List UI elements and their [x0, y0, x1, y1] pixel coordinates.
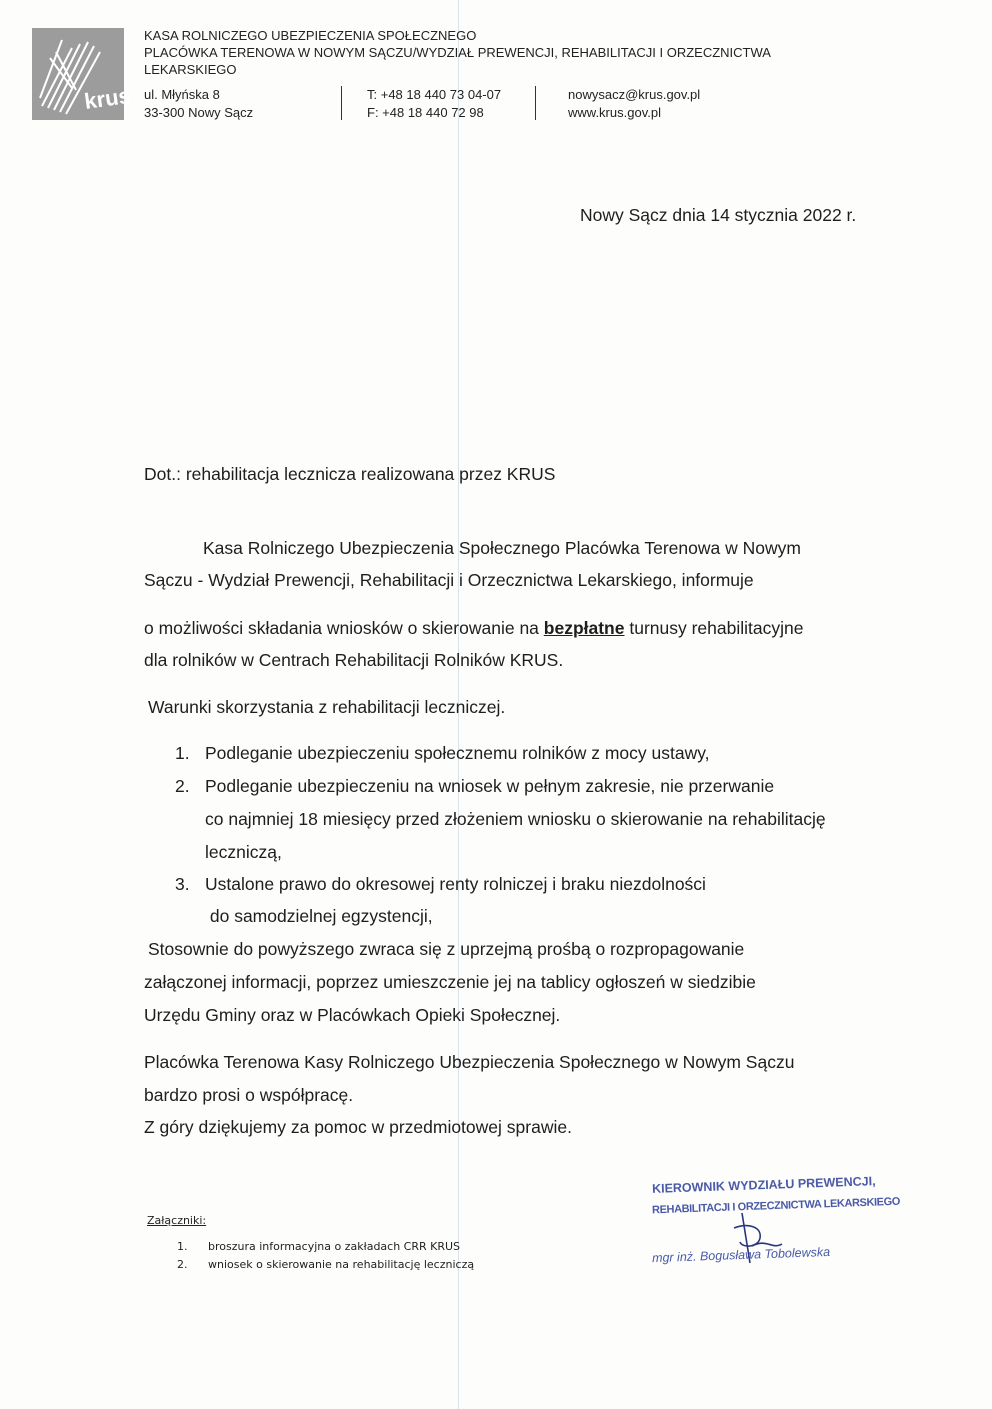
address-city: 33-300 Nowy Sącz [144, 105, 254, 120]
paragraph1-line4: dla rolników w Centrach Rehabilitacji Rolników KRUS. [144, 650, 564, 670]
email-address: nowysacz@krus.gov.pl [568, 87, 701, 102]
attachments-heading: Załączniki: [147, 1214, 207, 1227]
attachment-1-number: 1. [177, 1240, 188, 1253]
paragraph2-line2: załączonej informacji, poprzez umieszczenie jej na tablicy ogłoszeń w siedzibie [144, 972, 756, 992]
org-line-1: KASA ROLNICZEGO UBEZPIECZENIA SPOŁECZNEGO [144, 28, 477, 43]
attachment-2-text: wniosek o skierowanie na rehabilitację leczniczą [208, 1258, 475, 1271]
org-line-2: PLACÓWKA TERENOWA W NOWYM SĄCZU/WYDZIAŁ PREWENCJI, REHABILITACJI I ORZECZNICTWA [144, 45, 771, 60]
condition-3-number: 3. [175, 874, 190, 894]
letter-date: Nowy Sącz dnia 14 stycznia 2022 r. [580, 205, 857, 225]
letter-subject: Dot.: rehabilitacja lecznicza realizowana przez KRUS [144, 464, 556, 484]
stamp-line-1: KIEROWNIK WYDZIAŁU PREWENCJI, [651, 1174, 876, 1196]
org-line-3: LEKARSKIEGO [144, 62, 237, 77]
paragraph1-line3-pre: o możliwości składania wniosków o skierowanie na [144, 618, 544, 638]
paragraph2-line1: Stosownie do powyższego zwraca się z uprzejmą prośbą o rozpropagowanie [148, 939, 745, 959]
logo-lettering: krus [82, 82, 133, 114]
paragraph3-line3: Z góry dziękujemy za pomoc w przedmiotowej sprawie. [144, 1117, 572, 1137]
paragraph3-line1: Placówka Terenowa Kasy Rolniczego Ubezpieczenia Społecznego w Nowym Sączu [144, 1052, 795, 1072]
condition-2-line1: Podleganie ubezpieczeniu na wniosek w pełnym zakresie, nie przerwanie [205, 776, 775, 796]
paragraph1-bold-word: bezpłatne [543, 618, 625, 638]
condition-1-line1: Podleganie ubezpieczeniu społecznemu rolników z mocy ustawy, [205, 743, 710, 763]
signature-graphic [712, 1208, 802, 1268]
paragraph3-line2: bardzo prosi o współpracę. [144, 1085, 354, 1105]
krus-logo [32, 28, 133, 120]
stamp-line-2: REHABILITACJI I ORZECZNICTWA LEKARSKIEGO [651, 1195, 901, 1217]
paragraph1-line3-post: turnusy rehabilitacyjne [624, 618, 804, 638]
phone-number: T: +48 18 440 73 04-07 [367, 87, 502, 102]
header-divider-1 [341, 86, 342, 120]
condition-3-line1: Ustalone prawo do okresowej renty rolniczej i braku niezdolności [205, 874, 706, 894]
condition-2-line3: leczniczą, [205, 842, 282, 862]
condition-2-number: 2. [175, 776, 190, 796]
address-street: ul. Młyńska 8 [144, 87, 220, 102]
paragraph1-line1: Kasa Rolniczego Ubezpieczenia Społecznego Placówka Terenowa w Nowym [203, 538, 801, 558]
handwritten-signature [712, 1208, 802, 1268]
condition-3-line2: do samodzielnej egzystencji, [205, 906, 433, 926]
paragraph2-line3: Urzędu Gminy oraz w Placówkach Opieki Społecznej. [144, 1005, 561, 1025]
website-address: www.krus.gov.pl [568, 105, 661, 120]
stamp-line-3: mgr inż. Bogusława Tobolewska [651, 1244, 831, 1266]
krus-logo-graphic [32, 28, 133, 120]
attachment-1-text: broszura informacyjna o zakładach CRR KRUS [208, 1240, 461, 1253]
conditions-heading: Warunki skorzystania z rehabilitacji leczniczej. [148, 697, 506, 717]
header-divider-2 [535, 86, 536, 120]
condition-2-line2: co najmniej 18 miesięcy przed złożeniem wniosku o skierowanie na rehabilitację [205, 809, 826, 829]
condition-1-number: 1. [175, 743, 190, 763]
paragraph1-line3 [144, 618, 803, 639]
fax-number: F: +48 18 440 72 98 [367, 105, 484, 120]
paragraph1-line2: Sączu - Wydział Prewencji, Rehabilitacji i Orzecznictwa Lekarskiego, informuje [144, 570, 754, 590]
attachment-2-number: 2. [177, 1258, 188, 1271]
